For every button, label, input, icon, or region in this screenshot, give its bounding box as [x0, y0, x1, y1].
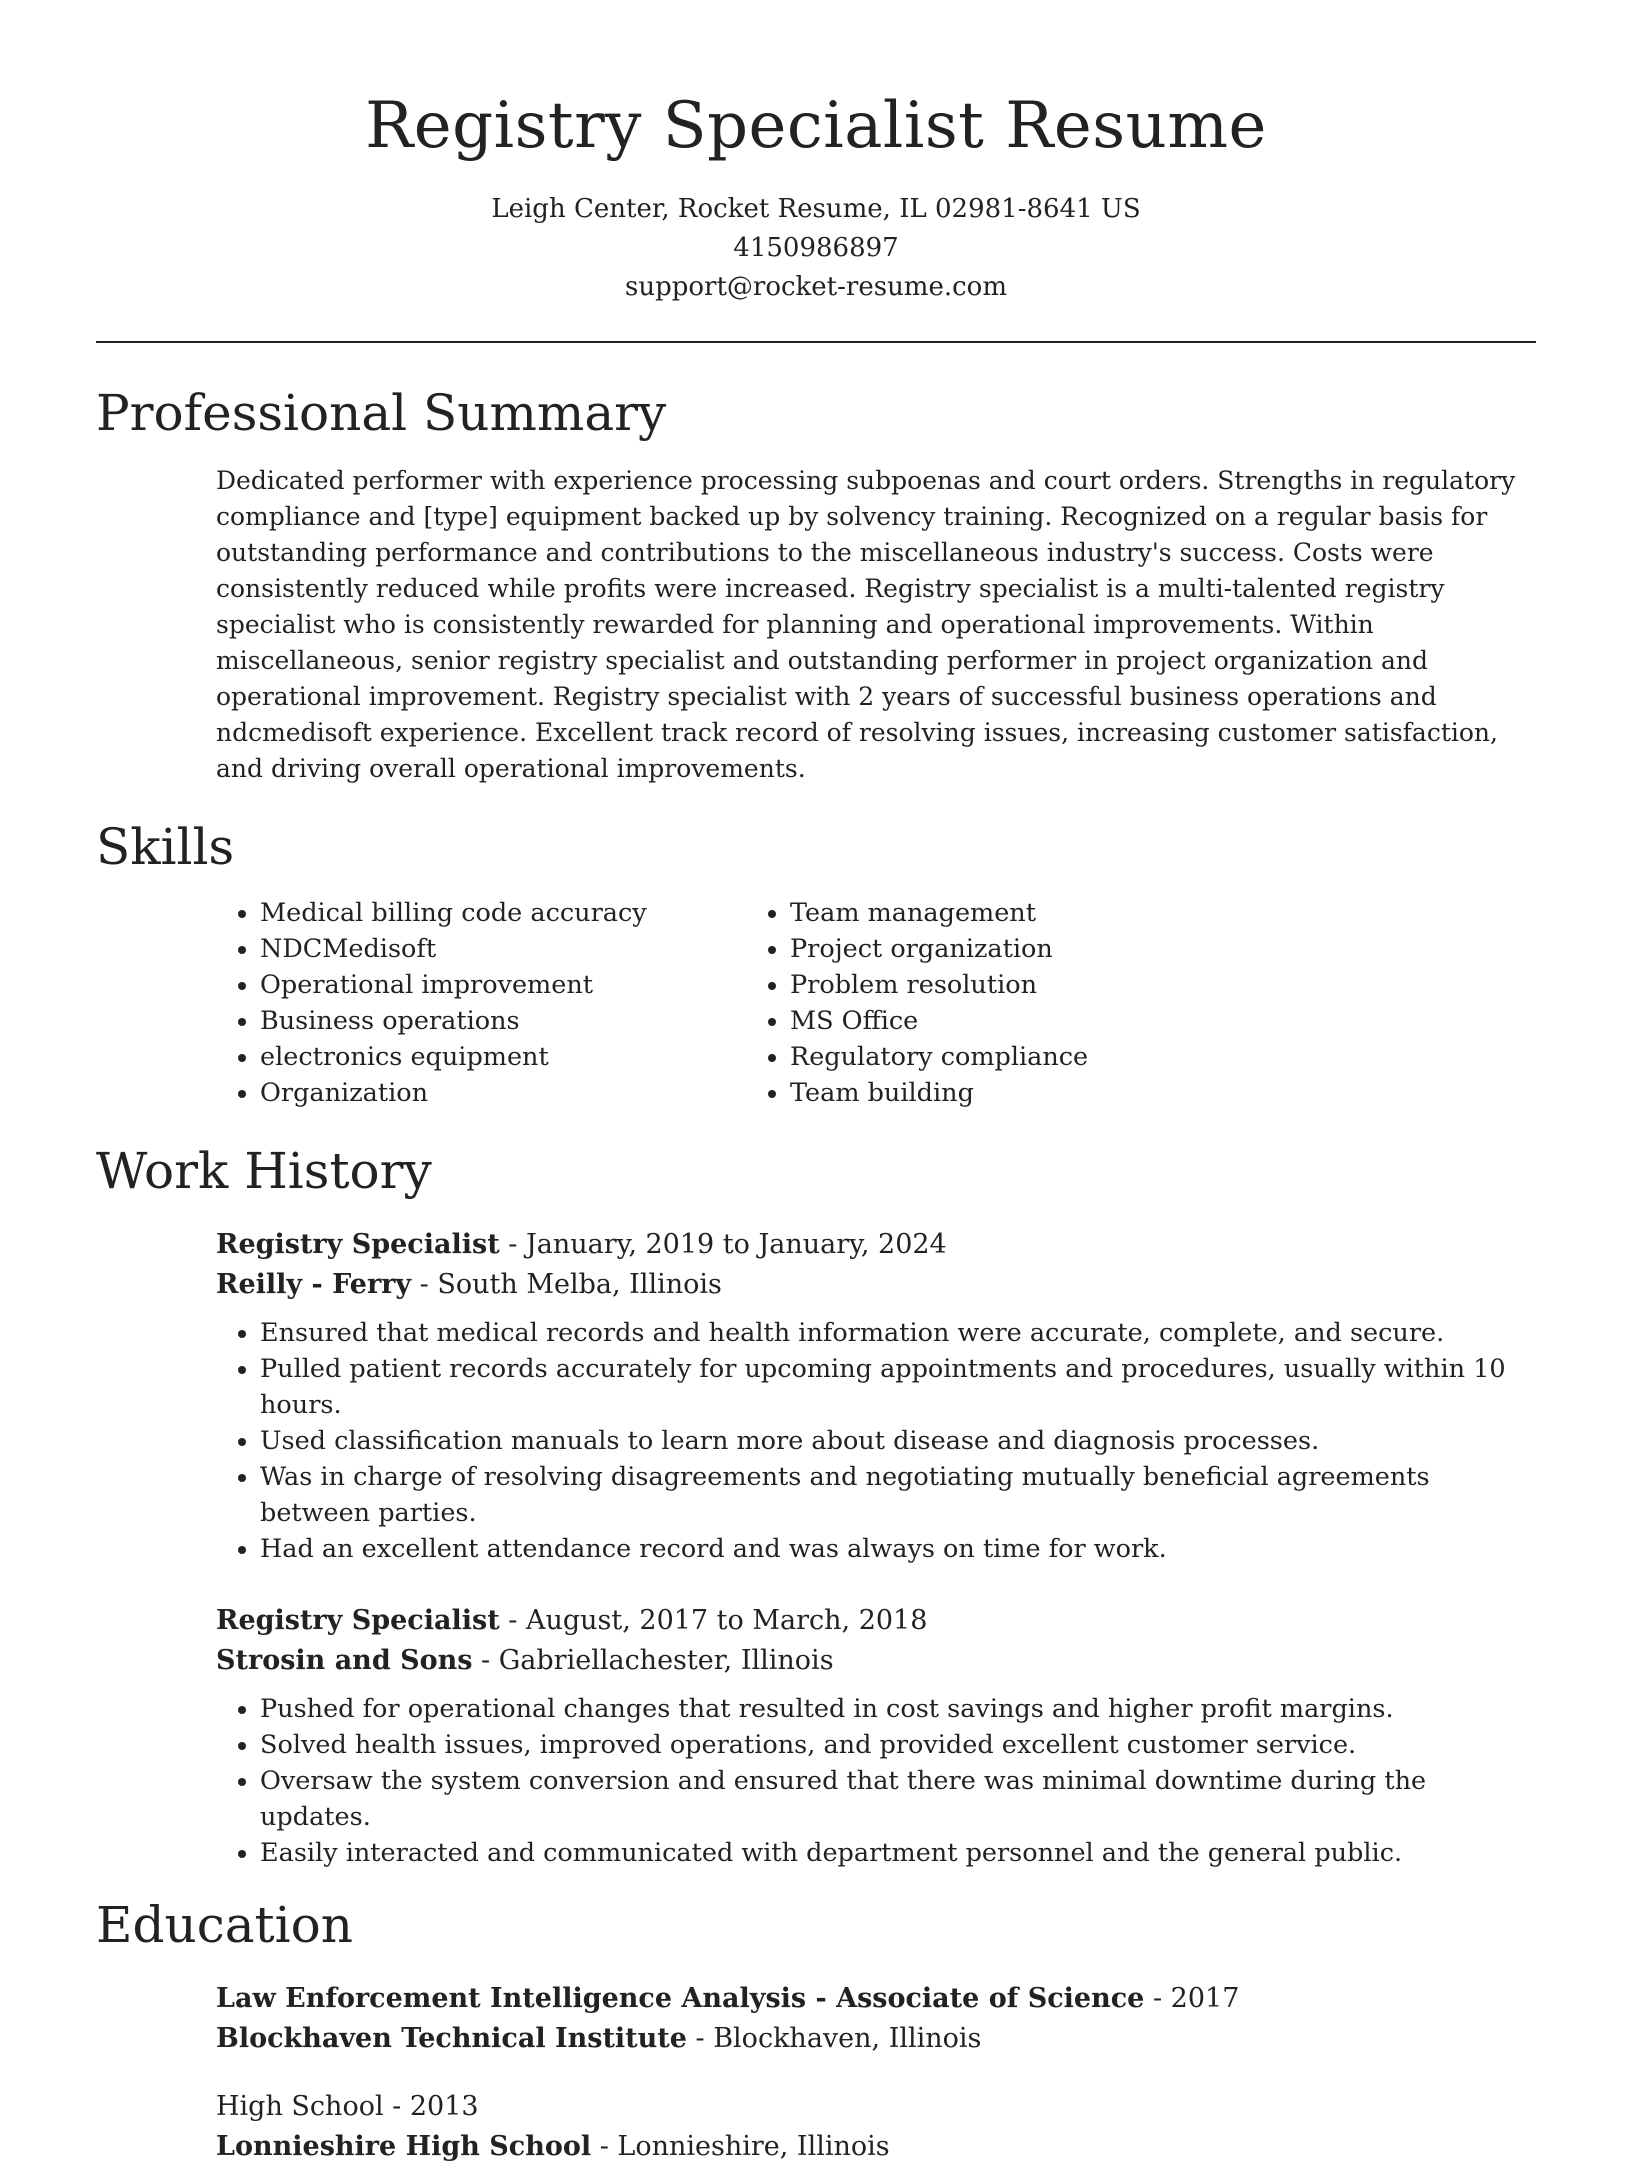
skills-list-left — [96, 895, 746, 1111]
work-history-section — [96, 1139, 1536, 1871]
job-bullet: • Used classification manuals to learn more about disease and diagnosis processes. — [260, 1423, 1506, 1459]
job-bullet: • Solved health issues, improved operations, and provided excellent customer service. — [260, 1727, 1506, 1763]
skill-item: • Team building — [790, 1075, 1446, 1111]
education-year: - 2017 — [1144, 1983, 1240, 2014]
job-entry — [96, 1601, 1536, 1681]
professional-summary-text: Dedicated performer with experience processing subpoenas and court orders. Strengths in regulatory compliance and [type] equipment backed up by solvency training. Recognized on a regular basis for outstanding performance and contributions to the miscellaneous industry's success. Costs were consistently reduced while profits were increased. Registry specialist is a multi-talented registry specialist who is consistently rewarded for planning and operational improvements. Within miscellaneous, senior registry specialist and outstanding performer in project organization and operational improvement. Registry specialist with 2 years of successful business operations and ndcmedisoft experience. Excellent track record of resolving issues, increasing customer satisfaction, and driving overall operational improvements. — [216, 466, 1516, 783]
job-bullet: • Had an excellent attendance record and was always on time for work. — [260, 1531, 1506, 1567]
job-title: Registry Specialist — [216, 1229, 500, 1260]
job-entry — [96, 1225, 1536, 1305]
education-year: - 2013 — [383, 2091, 479, 2122]
education-location: - Blockhaven, Illinois — [686, 2023, 982, 2054]
skill-item: • Business operations — [260, 1003, 746, 1039]
skills-heading: Skills — [96, 818, 235, 876]
job-company: Reilly - Ferry — [216, 1269, 412, 1300]
job-company-line — [216, 1641, 1536, 1681]
skill-item: • Project organization — [790, 931, 1446, 967]
professional-summary-section — [96, 381, 1536, 787]
skill-item: • Organization — [260, 1075, 746, 1111]
education-location: - Lonnieshire, Illinois — [591, 2131, 890, 2162]
job-location: - South Melba, Illinois — [411, 1269, 722, 1300]
education-section — [96, 1893, 1536, 2167]
education-degree: High School — [216, 2091, 384, 2122]
job-title-line — [216, 1601, 1536, 1641]
job-bullet: • Oversaw the system conversion and ensured that there was minimal downtime during the updates. — [260, 1763, 1506, 1835]
contact-phone: 4150986897 — [733, 233, 899, 263]
contact-address: Leigh Center, Rocket Resume, IL 02981-8641 US — [491, 194, 1141, 224]
skill-item: • Problem resolution — [790, 967, 1446, 1003]
education-entry — [96, 1979, 1536, 2059]
job-title: Registry Specialist — [216, 1605, 500, 1636]
job-bullet: • Pushed for operational changes that resulted in cost savings and higher profit margins. — [260, 1691, 1506, 1727]
job-bullets — [96, 1315, 1536, 1567]
contact-email: support@rocket-resume.com — [624, 272, 1007, 302]
contact-info — [96, 190, 1536, 307]
education-school: Lonnieshire High School — [216, 2131, 592, 2162]
skill-item: • electronics equipment — [260, 1039, 746, 1075]
skills-list-right — [746, 895, 1446, 1111]
education-school: Blockhaven Technical Institute — [216, 2023, 687, 2054]
job-bullet: • Ensured that medical records and health information were accurate, complete, and secure. — [260, 1315, 1506, 1351]
education-school-line — [216, 2019, 1536, 2059]
skill-item: • Medical billing code accuracy — [260, 895, 746, 931]
education-degree-line — [216, 1979, 1536, 2019]
skill-item: • MS Office — [790, 1003, 1446, 1039]
header-divider — [96, 341, 1536, 343]
education-entry — [96, 2087, 1536, 2167]
job-location: - Gabriellachester, Illinois — [472, 1645, 834, 1676]
job-bullet: • Was in charge of resolving disagreements and negotiating mutually beneficial agreements between parties. — [260, 1459, 1506, 1531]
resume-header — [96, 0, 1536, 307]
skills-section — [96, 815, 1536, 1111]
education-degree-line — [216, 2087, 1536, 2127]
job-bullets — [96, 1691, 1536, 1871]
job-company-line — [216, 1265, 1536, 1305]
resume-title: Registry Specialist Resume — [365, 89, 1267, 163]
job-bullet: • Easily interacted and communicated with department personnel and the general public. — [260, 1835, 1506, 1871]
work-history-heading: Work History — [96, 1142, 432, 1200]
job-dates: - January, 2019 to January, 2024 — [499, 1229, 947, 1260]
skill-item: • Operational improvement — [260, 967, 746, 1003]
job-title-line — [216, 1225, 1536, 1265]
education-school-line — [216, 2127, 1536, 2167]
education-degree: Law Enforcement Intelligence Analysis - Associate of Science — [216, 1983, 1145, 2014]
skill-item: • Regulatory compliance — [790, 1039, 1446, 1075]
skill-item: • Team management — [790, 895, 1446, 931]
skills-grid — [96, 895, 1536, 1111]
professional-summary-heading: Professional Summary — [96, 384, 667, 442]
job-dates: - August, 2017 to March, 2018 — [499, 1605, 928, 1636]
job-bullet: • Pulled patient records accurately for upcoming appointments and procedures, usually within 10 hours. — [260, 1351, 1506, 1423]
education-heading: Education — [96, 1896, 353, 1954]
skill-item: • NDCMedisoft — [260, 931, 746, 967]
job-company: Strosin and Sons — [216, 1645, 473, 1676]
